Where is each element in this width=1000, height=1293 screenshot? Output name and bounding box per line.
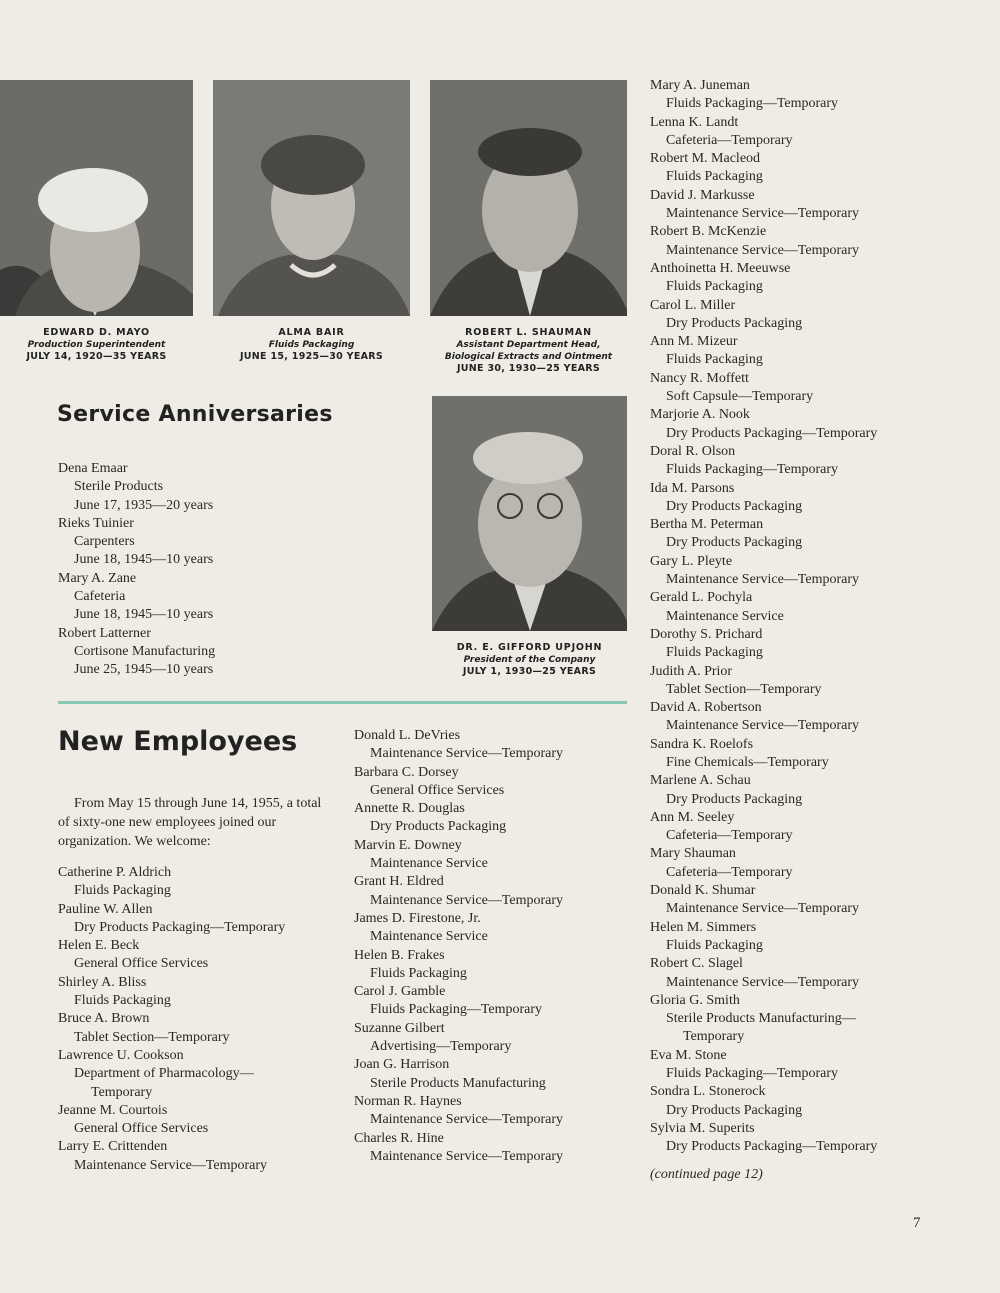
employee-department: Fluids Packaging—Temporary bbox=[666, 1066, 839, 1082]
employee-department: Department of Pharmacology— bbox=[74, 1066, 254, 1082]
employee-department: Fluids Packaging bbox=[370, 965, 467, 981]
list-item bbox=[354, 873, 644, 910]
list-item bbox=[650, 406, 980, 443]
employee-name: Judith A. Prior bbox=[650, 663, 733, 679]
employee-name: Nancy R. Moffett bbox=[650, 370, 749, 386]
employee-department: Cafeteria—Temporary bbox=[666, 828, 793, 844]
employee-name: David J. Markusse bbox=[650, 187, 755, 203]
list-item bbox=[650, 223, 980, 260]
portrait-name: ROBERT L. SHAUMAN bbox=[465, 327, 592, 338]
employee-name: James D. Firestone, Jr. bbox=[354, 910, 481, 926]
portrait-photo-shauman bbox=[430, 80, 627, 316]
employee-name: Annette R. Douglas bbox=[354, 801, 465, 817]
list-item bbox=[650, 955, 980, 992]
employee-name: Catherine P. Aldrich bbox=[58, 865, 172, 880]
employee-name: Gary L. Pleyte bbox=[650, 553, 733, 569]
employee-name: Donald L. DeVries bbox=[354, 728, 461, 743]
list-item bbox=[354, 910, 644, 947]
list-item bbox=[650, 480, 980, 517]
employee-name: Ann M. Mizeur bbox=[650, 334, 738, 350]
employee-department: Dry Products Packaging bbox=[666, 791, 803, 807]
list-item bbox=[354, 764, 644, 801]
employee-name: Eva M. Stone bbox=[650, 1047, 727, 1063]
portrait-name: ALMA BAIR bbox=[278, 327, 345, 338]
employee-name: Helen E. Beck bbox=[58, 938, 140, 954]
employee-department: Cafeteria—Temporary bbox=[666, 132, 793, 148]
employee-department: Fluids Packaging bbox=[666, 937, 763, 953]
portrait-date: JULY 14, 1920—35 YEARS bbox=[26, 351, 167, 362]
employee-name: Sandra K. Roelofs bbox=[650, 736, 754, 752]
list-item bbox=[650, 516, 980, 553]
continued-note: (continued page 12) bbox=[650, 1167, 763, 1182]
employee-department: Cafeteria bbox=[74, 589, 126, 605]
portrait-photo-bair bbox=[213, 80, 410, 316]
portrait-date: JUNE 15, 1925—30 YEARS bbox=[239, 351, 384, 362]
employee-department: Fluids Packaging—Temporary bbox=[370, 1002, 543, 1018]
employee-name: Carol L. Miller bbox=[650, 297, 736, 313]
employee-department: Maintenance Service—Temporary bbox=[666, 974, 859, 990]
employee-department: Maintenance Service—Temporary bbox=[666, 242, 859, 258]
employee-department: Maintenance Service—Temporary bbox=[370, 1148, 563, 1164]
list-item bbox=[58, 901, 348, 938]
employee-name: Barbara C. Dorsey bbox=[354, 764, 459, 780]
list-item bbox=[650, 187, 980, 224]
employee-name: Mary A. Zane bbox=[58, 570, 137, 586]
employee-department: Dry Products Packaging bbox=[666, 315, 803, 331]
employee-name: Lawrence U. Cookson bbox=[58, 1047, 184, 1063]
service-anniversaries-list bbox=[58, 460, 388, 680]
employee-name: Anthoinetta H. Meeuwse bbox=[650, 260, 791, 276]
employee-department: Soft Capsule—Temporary bbox=[666, 389, 814, 405]
anniversary-date: June 17, 1935—20 years bbox=[74, 497, 214, 513]
employee-name: Jeanne M. Courtois bbox=[58, 1102, 168, 1118]
employee-department: Cafeteria—Temporary bbox=[666, 864, 793, 880]
employee-name: Doral R. Olson bbox=[650, 443, 736, 459]
employee-department: Maintenance Service bbox=[370, 929, 488, 945]
portrait-role-line2: Biological Extracts and Ointment bbox=[444, 352, 613, 362]
employee-name: Joan G. Harrison bbox=[354, 1057, 450, 1073]
employee-name: Rieks Tuinier bbox=[58, 515, 134, 531]
caption-upjohn bbox=[422, 642, 637, 678]
list-item bbox=[58, 515, 388, 570]
employee-department: Dry Products Packaging bbox=[370, 819, 507, 835]
list-item bbox=[58, 1010, 348, 1047]
new-employees-intro: From May 15 through June 14, 1955, a total of sixty-one new employees joined our organization. We welcome: bbox=[58, 796, 322, 849]
employee-department: Maintenance Service—Temporary bbox=[370, 746, 563, 762]
employee-name: Robert C. Slagel bbox=[650, 956, 743, 972]
employee-department: Dry Products Packaging bbox=[666, 1102, 803, 1118]
employee-name: Pauline W. Allen bbox=[58, 901, 153, 917]
employee-department: Maintenance Service—Temporary bbox=[666, 572, 859, 588]
employee-name: Grant H. Eldred bbox=[354, 874, 444, 890]
new-employees-column-3 bbox=[650, 77, 980, 1157]
employee-department: General Office Services bbox=[370, 782, 505, 798]
employee-department: Advertising—Temporary bbox=[370, 1039, 512, 1055]
employee-name: Donald K. Shumar bbox=[650, 883, 756, 899]
employee-department: Fluids Packaging bbox=[74, 993, 171, 1009]
employee-name: Mary Shauman bbox=[650, 846, 736, 862]
employee-department: Carpenters bbox=[74, 534, 135, 550]
employee-name: Robert Latterner bbox=[58, 625, 151, 641]
employee-department: Dry Products Packaging—Temporary bbox=[666, 425, 878, 441]
employee-department-line2: Temporary bbox=[91, 1084, 153, 1100]
caption-mayo bbox=[0, 327, 193, 363]
caption-shauman bbox=[420, 327, 637, 375]
list-item bbox=[650, 553, 980, 590]
employee-name: David A. Robertson bbox=[650, 700, 762, 716]
employee-name: Marlene A. Schau bbox=[650, 773, 751, 789]
employee-department-line2: Temporary bbox=[683, 1029, 745, 1045]
employee-name: Marvin E. Downey bbox=[354, 837, 462, 853]
list-item bbox=[650, 1047, 980, 1084]
employee-department: Sterile Products Manufacturing bbox=[370, 1075, 546, 1091]
list-item bbox=[58, 974, 348, 1011]
list-item bbox=[650, 809, 980, 846]
employee-name: Lenna K. Landt bbox=[650, 114, 739, 130]
list-item bbox=[58, 460, 388, 515]
portrait-photo-upjohn bbox=[432, 396, 627, 631]
employee-name: Helen B. Frakes bbox=[354, 947, 445, 963]
new-employees-column-1 bbox=[58, 864, 348, 1175]
list-item bbox=[58, 570, 388, 625]
list-item bbox=[58, 1047, 348, 1102]
portrait-role: President of the Company bbox=[463, 655, 596, 665]
employee-name: Sondra L. Stonerock bbox=[650, 1084, 766, 1100]
employee-name: Dena Emaar bbox=[58, 461, 128, 476]
list-item bbox=[650, 882, 980, 919]
list-item bbox=[58, 625, 388, 680]
list-item bbox=[650, 736, 980, 773]
employee-department: Cortisone Manufacturing bbox=[74, 643, 216, 659]
employee-department: Fluids Packaging bbox=[666, 169, 763, 185]
list-item bbox=[354, 837, 644, 874]
list-item bbox=[650, 1120, 980, 1157]
employee-department: Fine Chemicals—Temporary bbox=[666, 754, 829, 770]
list-item bbox=[650, 150, 980, 187]
list-item bbox=[354, 947, 644, 984]
portrait-role: Assistant Department Head, bbox=[456, 340, 601, 350]
list-item bbox=[354, 1130, 644, 1167]
employee-department: Maintenance Service—Temporary bbox=[74, 1157, 267, 1173]
employee-department: Fluids Packaging—Temporary bbox=[666, 462, 839, 478]
list-item bbox=[58, 1138, 348, 1175]
caption-bair bbox=[213, 327, 410, 363]
list-item bbox=[650, 845, 980, 882]
list-item bbox=[650, 992, 980, 1047]
list-item bbox=[354, 1020, 644, 1057]
employee-name: Helen M. Simmers bbox=[650, 919, 757, 935]
employee-department: Maintenance Service—Temporary bbox=[370, 892, 563, 908]
employee-department: Maintenance Service—Temporary bbox=[666, 718, 859, 734]
new-employees-heading: New Employees bbox=[58, 726, 298, 757]
employee-name: Norman R. Haynes bbox=[354, 1093, 462, 1109]
portrait-photo-mayo bbox=[0, 80, 193, 316]
list-item bbox=[58, 937, 348, 974]
employee-department: Fluids Packaging bbox=[666, 645, 763, 661]
list-item bbox=[354, 727, 644, 764]
list-item bbox=[650, 699, 980, 736]
continued-note-wrap bbox=[650, 1166, 980, 1184]
list-item bbox=[58, 1102, 348, 1139]
employee-department: Maintenance Service—Temporary bbox=[666, 206, 859, 222]
service-anniversaries-heading: Service Anniversaries bbox=[57, 402, 333, 427]
employee-department: Fluids Packaging bbox=[74, 883, 171, 899]
new-employees-column-2 bbox=[354, 727, 644, 1166]
employee-department: Tablet Section—Temporary bbox=[666, 681, 822, 697]
list-item bbox=[650, 663, 980, 700]
employee-name: Bruce A. Brown bbox=[58, 1011, 150, 1027]
list-item bbox=[650, 443, 980, 480]
employee-department: Sterile Products Manufacturing— bbox=[666, 1011, 856, 1027]
portrait-name: EDWARD D. MAYO bbox=[43, 327, 150, 338]
list-item bbox=[650, 77, 980, 114]
employee-department: Maintenance Service—Temporary bbox=[370, 1112, 563, 1128]
employee-department: General Office Services bbox=[74, 1121, 209, 1137]
employee-department: Sterile Products bbox=[74, 479, 164, 495]
page-number: 7 bbox=[913, 1215, 921, 1231]
employee-name: Robert M. Macleod bbox=[650, 151, 761, 167]
employee-department: Maintenance Service bbox=[666, 608, 784, 624]
employee-department: Fluids Packaging bbox=[666, 279, 763, 295]
employee-department: Dry Products Packaging—Temporary bbox=[666, 1139, 878, 1155]
employee-name: Larry E. Crittenden bbox=[58, 1139, 168, 1155]
list-item bbox=[354, 1056, 644, 1093]
list-item bbox=[650, 772, 980, 809]
list-item bbox=[58, 864, 348, 901]
employee-name: Ann M. Seeley bbox=[650, 809, 735, 825]
employee-name: Gerald L. Pochyla bbox=[650, 590, 753, 606]
employee-name: Dorothy S. Prichard bbox=[650, 626, 763, 642]
list-item bbox=[650, 589, 980, 626]
employee-department: Maintenance Service—Temporary bbox=[666, 901, 859, 917]
employee-department: Dry Products Packaging—Temporary bbox=[74, 919, 286, 935]
list-item bbox=[650, 297, 980, 334]
employee-name: Bertha M. Peterman bbox=[650, 517, 764, 533]
portrait-role: Production Superintendent bbox=[27, 340, 166, 350]
anniversary-date: June 25, 1945—10 years bbox=[74, 662, 214, 678]
portrait-date: JUNE 30, 1930—25 YEARS bbox=[456, 363, 601, 374]
employee-name: Carol J. Gamble bbox=[354, 984, 446, 1000]
employee-name: Marjorie A. Nook bbox=[650, 407, 750, 423]
list-item bbox=[650, 1083, 980, 1120]
employee-name: Shirley A. Bliss bbox=[58, 974, 147, 990]
employee-department: Dry Products Packaging bbox=[666, 498, 803, 514]
list-item bbox=[354, 983, 644, 1020]
section-divider bbox=[58, 701, 627, 704]
employee-name: Ida M. Parsons bbox=[650, 480, 735, 496]
list-item bbox=[354, 1093, 644, 1130]
portrait-date: JULY 1, 1930—25 YEARS bbox=[462, 666, 597, 677]
list-item bbox=[650, 333, 980, 370]
list-item bbox=[650, 114, 980, 151]
list-item bbox=[650, 626, 980, 663]
employee-name: Robert B. McKenzie bbox=[650, 224, 767, 240]
employee-name: Sylvia M. Superits bbox=[650, 1120, 755, 1136]
list-item bbox=[650, 919, 980, 956]
employee-department: Dry Products Packaging bbox=[666, 535, 803, 551]
list-item bbox=[354, 800, 644, 837]
employee-name: Charles R. Hine bbox=[354, 1130, 444, 1146]
anniversary-date: June 18, 1945—10 years bbox=[74, 607, 214, 623]
employee-department: Fluids Packaging bbox=[666, 352, 763, 368]
list-item bbox=[650, 370, 980, 407]
anniversary-date: June 18, 1945—10 years bbox=[74, 552, 214, 568]
employee-name: Gloria G. Smith bbox=[650, 992, 740, 1008]
portrait-name: DR. E. GIFFORD UPJOHN bbox=[456, 642, 603, 653]
portrait-role: Fluids Packaging bbox=[268, 340, 355, 350]
list-item bbox=[650, 260, 980, 297]
employee-department: Fluids Packaging—Temporary bbox=[666, 96, 839, 112]
employee-department: Tablet Section—Temporary bbox=[74, 1029, 230, 1045]
employee-name: Mary A. Juneman bbox=[650, 78, 750, 93]
employee-department: Maintenance Service bbox=[370, 856, 488, 872]
employee-department: General Office Services bbox=[74, 956, 209, 972]
employee-name: Suzanne Gilbert bbox=[354, 1020, 445, 1036]
